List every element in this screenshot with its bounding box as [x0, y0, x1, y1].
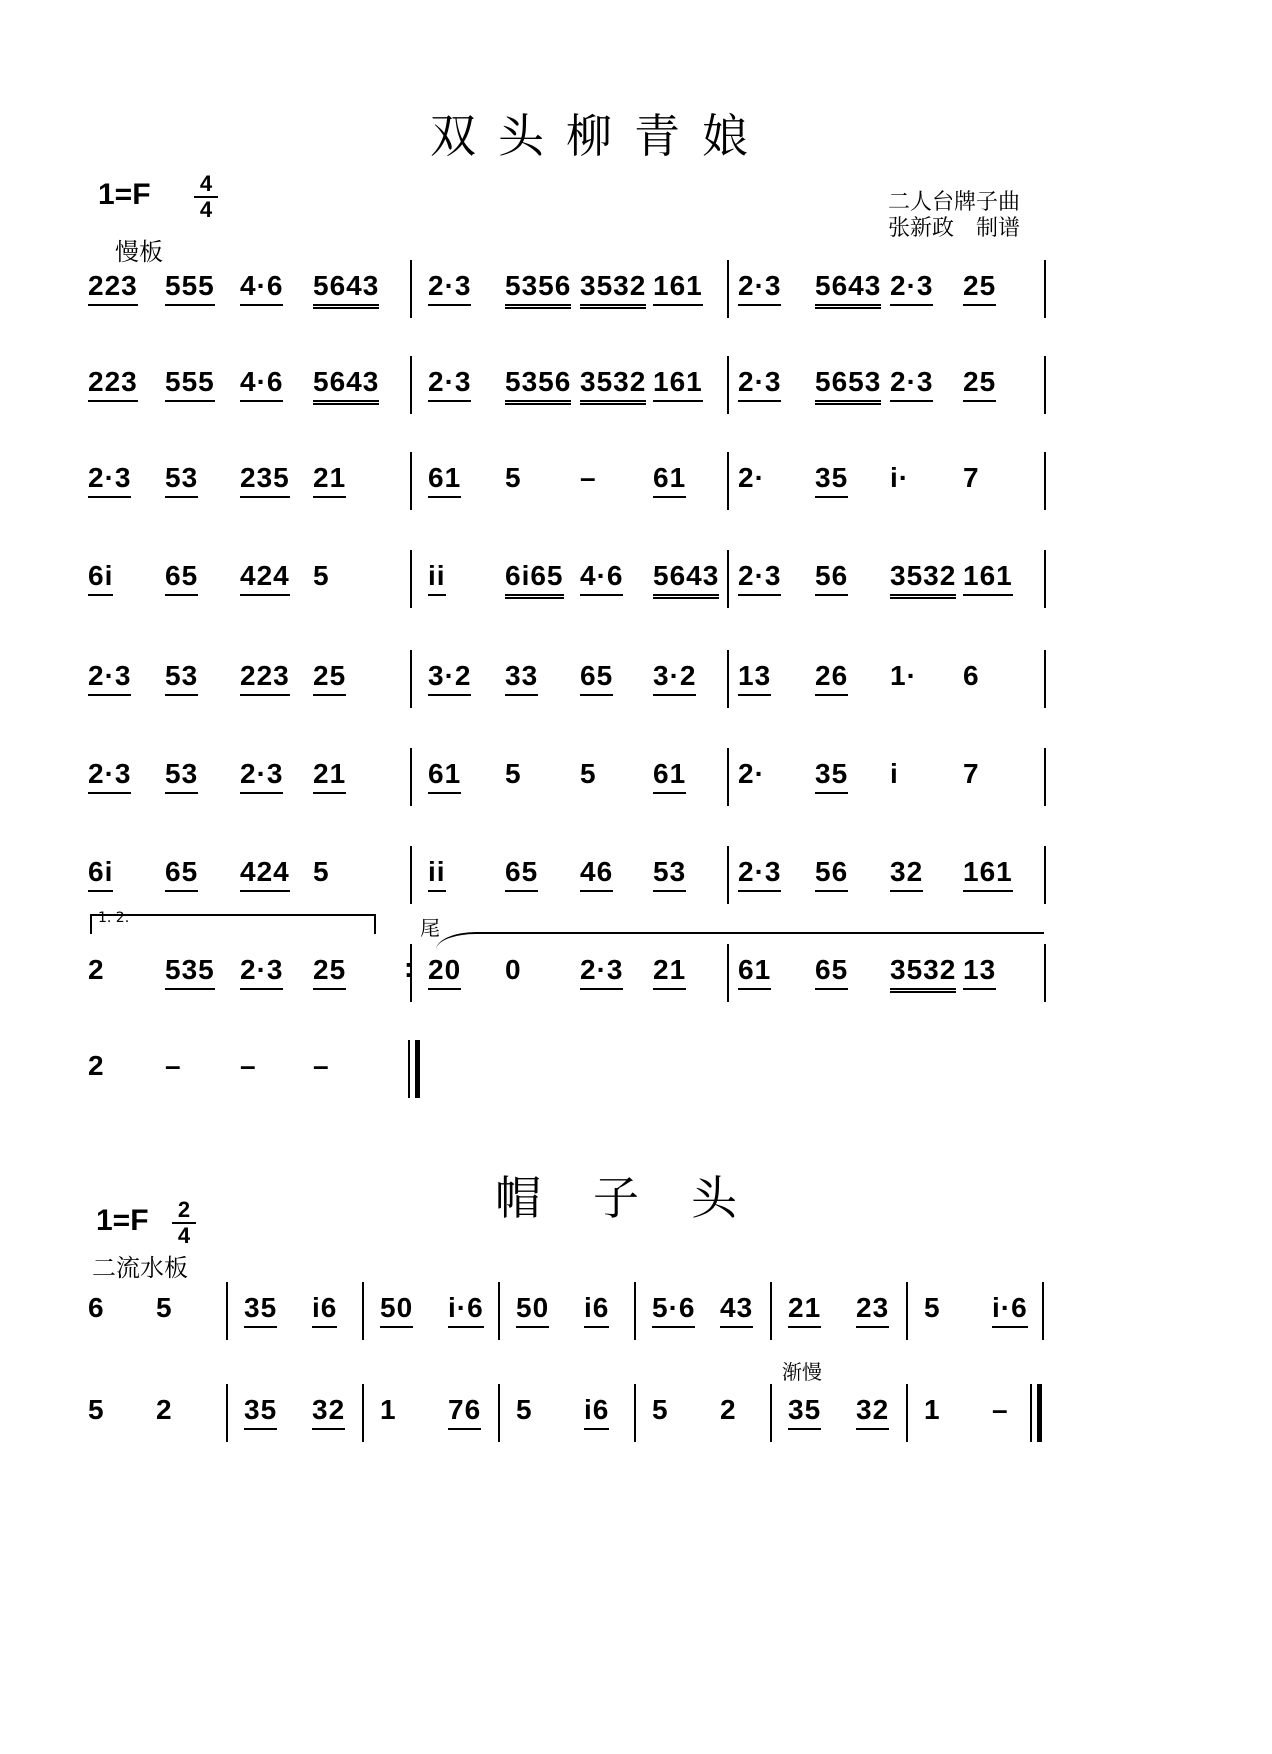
- barline: [362, 1282, 364, 1340]
- repeat-sign: :: [404, 952, 414, 983]
- note-group: 46: [580, 856, 613, 892]
- piece1-credit-arranger: 张新政 制谱: [888, 216, 1021, 241]
- note-group: 555: [165, 270, 215, 306]
- piece2-time-denominator: 4: [177, 1223, 191, 1248]
- note-group: 7: [963, 758, 980, 789]
- note-group: i6: [584, 1292, 609, 1328]
- note-group: 2: [88, 1050, 105, 1081]
- note-group: 3532: [890, 560, 956, 599]
- barline: [727, 944, 729, 1002]
- note-group: –: [313, 1050, 330, 1081]
- note-group: 53: [653, 856, 686, 892]
- note-group: 2·3: [580, 954, 623, 990]
- barline: [1044, 846, 1046, 904]
- note-group: 65: [165, 560, 198, 596]
- piece1-time-denominator: 4: [199, 197, 213, 222]
- note-group: 2·3: [240, 954, 283, 990]
- note-group: 2·3: [890, 270, 933, 306]
- note-group: i·: [890, 462, 910, 493]
- note-group: 5: [652, 1394, 669, 1425]
- note-group: 5643: [313, 270, 379, 309]
- note-group: 53: [165, 660, 198, 696]
- note-group: 53: [165, 758, 198, 794]
- note-group: 61: [428, 462, 461, 498]
- note-group: 1·: [890, 660, 917, 691]
- note-group: 5: [505, 462, 522, 493]
- note-group: 5643: [313, 366, 379, 405]
- barline: [727, 550, 729, 608]
- note-group: 223: [88, 366, 138, 402]
- note-group: 2·3: [738, 366, 781, 402]
- note-group: 5: [516, 1394, 533, 1425]
- barline: [226, 1384, 228, 1442]
- note-group: 2·3: [88, 660, 131, 696]
- coda-label: 尾: [420, 916, 440, 940]
- piece1-staff-row: [0, 954, 1272, 1034]
- note-group: 5: [156, 1292, 173, 1323]
- note-group: 6: [88, 1292, 105, 1323]
- note-group: i·6: [992, 1292, 1028, 1328]
- note-group: 5: [88, 1394, 105, 1425]
- note-group: 21: [653, 954, 686, 990]
- note-group: 5: [580, 758, 597, 789]
- note-group: 2·: [738, 758, 765, 789]
- note-group: 3532: [580, 270, 646, 309]
- barline: [727, 452, 729, 510]
- note-group: 161: [653, 270, 703, 306]
- note-group: 4·6: [240, 270, 283, 306]
- barline: [1042, 1282, 1044, 1340]
- note-group: 61: [653, 462, 686, 498]
- piece2-title: 帽子头: [495, 1171, 789, 1225]
- barline: [498, 1282, 500, 1340]
- barline: [410, 356, 412, 414]
- note-group: 21: [788, 1292, 821, 1328]
- note-group: 1: [924, 1394, 941, 1425]
- note-group: 161: [963, 856, 1013, 892]
- note-group: 2·3: [88, 758, 131, 794]
- note-group: 32: [890, 856, 923, 892]
- note-group: 6i: [88, 856, 113, 892]
- note-group: 4·6: [580, 560, 623, 596]
- note-group: 2: [156, 1394, 173, 1425]
- note-group: 424: [240, 560, 290, 596]
- note-group: ii: [428, 560, 446, 596]
- volta-label: 1. 2.: [98, 910, 130, 926]
- volta-bracket: [90, 914, 376, 934]
- barline: [770, 1384, 772, 1442]
- note-group: –: [240, 1050, 257, 1081]
- note-group: i·6: [448, 1292, 484, 1328]
- note-group: 5·6: [652, 1292, 695, 1328]
- note-group: 161: [653, 366, 703, 402]
- note-group: 6: [963, 660, 980, 691]
- note-group: 20: [428, 954, 461, 990]
- barline: [410, 846, 412, 904]
- note-group: 50: [380, 1292, 413, 1328]
- note-group: 2·3: [738, 856, 781, 892]
- barline: [906, 1282, 908, 1340]
- barline: [1044, 550, 1046, 608]
- piece1-staff-row: [0, 270, 1272, 350]
- final-barline: [408, 1040, 420, 1098]
- piece1-staff-row: [0, 462, 1272, 542]
- note-group: 2·3: [428, 366, 471, 402]
- note-group: 2·3: [88, 462, 131, 498]
- piece1-staff-row: [0, 366, 1272, 446]
- note-group: 5: [313, 560, 330, 591]
- note-group: 6i65: [505, 560, 564, 599]
- note-group: –: [580, 462, 597, 493]
- barline: [226, 1282, 228, 1340]
- final-barline: [1030, 1384, 1042, 1442]
- note-group: 161: [963, 560, 1013, 596]
- piece1-staff-row: [0, 758, 1272, 838]
- note-group: 235: [240, 462, 290, 498]
- note-group: –: [992, 1394, 1009, 1425]
- note-group: 5643: [653, 560, 719, 599]
- barline: [1044, 748, 1046, 806]
- piece2-staff-row: [0, 1292, 1272, 1372]
- note-group: 61: [653, 758, 686, 794]
- note-group: 56: [815, 856, 848, 892]
- note-group: 13: [738, 660, 771, 696]
- note-group: 25: [963, 366, 996, 402]
- barline: [727, 748, 729, 806]
- note-group: 61: [738, 954, 771, 990]
- note-group: 0: [505, 954, 522, 985]
- note-group: 21: [313, 462, 346, 498]
- note-group: 25: [313, 954, 346, 990]
- note-group: 2·3: [738, 270, 781, 306]
- barline: [1044, 944, 1046, 1002]
- piece1-credit: [888, 190, 1020, 242]
- note-group: 2·: [738, 462, 765, 493]
- note-group: 223: [240, 660, 290, 696]
- barline: [1044, 650, 1046, 708]
- piece1-staff-row: [0, 660, 1272, 740]
- note-group: 76: [448, 1394, 481, 1430]
- note-group: 35: [244, 1292, 277, 1328]
- piece1-tempo: 慢板: [115, 238, 163, 266]
- note-group: 25: [313, 660, 346, 696]
- piece1-key-signature: 1=F: [98, 178, 151, 211]
- note-group: 33: [505, 660, 538, 696]
- note-group: 65: [580, 660, 613, 696]
- note-group: i6: [312, 1292, 337, 1328]
- note-group: 35: [244, 1394, 277, 1430]
- note-group: 65: [165, 856, 198, 892]
- barline: [1044, 356, 1046, 414]
- note-group: 61: [428, 758, 461, 794]
- note-group: 3·2: [428, 660, 471, 696]
- note-group: 35: [815, 758, 848, 794]
- note-group: 50: [516, 1292, 549, 1328]
- note-group: 1: [380, 1394, 397, 1425]
- note-group: 13: [963, 954, 996, 990]
- note-group: 35: [815, 462, 848, 498]
- note-group: 25: [963, 270, 996, 306]
- barline: [727, 356, 729, 414]
- note-group: –: [165, 1050, 182, 1081]
- barline: [410, 748, 412, 806]
- note-group: 2·3: [428, 270, 471, 306]
- piece1-staff-row: [0, 560, 1272, 640]
- note-group: 35: [788, 1394, 821, 1430]
- piece2-ritard-marking: 渐慢: [782, 1360, 822, 1384]
- note-group: 2: [720, 1394, 737, 1425]
- piece1-staff-row: [0, 1050, 1272, 1130]
- piece2-tempo: 二流水板: [92, 1254, 188, 1282]
- note-group: 43: [720, 1292, 753, 1328]
- barline: [362, 1384, 364, 1442]
- note-group: 56: [815, 560, 848, 596]
- note-group: 2·3: [890, 366, 933, 402]
- note-group: 5643: [815, 270, 881, 309]
- note-group: 3·2: [653, 660, 696, 696]
- note-group: 555: [165, 366, 215, 402]
- note-group: 3532: [890, 954, 956, 993]
- note-group: 5: [924, 1292, 941, 1323]
- barline: [410, 452, 412, 510]
- note-group: 65: [815, 954, 848, 990]
- note-group: 5356: [505, 366, 571, 405]
- piece1-title: 双头柳青娘: [430, 109, 770, 163]
- piece1-time-signature: [194, 172, 218, 222]
- note-group: 223: [88, 270, 138, 306]
- barline: [498, 1384, 500, 1442]
- piece2-time-signature: [172, 1198, 196, 1248]
- barline: [1044, 452, 1046, 510]
- note-group: 21: [313, 758, 346, 794]
- note-group: 5356: [505, 270, 571, 309]
- note-group: 535: [165, 954, 215, 990]
- note-group: 5653: [815, 366, 881, 405]
- note-group: ii: [428, 856, 446, 892]
- barline: [727, 260, 729, 318]
- barline: [634, 1282, 636, 1340]
- note-group: 5: [505, 758, 522, 789]
- piece2-time-numerator: 2: [172, 1198, 196, 1224]
- piece1-time-numerator: 4: [194, 172, 218, 198]
- barline: [770, 1282, 772, 1340]
- note-group: 424: [240, 856, 290, 892]
- barline: [410, 550, 412, 608]
- piece1-credit-genre: 二人台牌子曲: [888, 190, 1021, 215]
- note-group: i6: [584, 1394, 609, 1430]
- note-group: 32: [312, 1394, 345, 1430]
- note-group: 26: [815, 660, 848, 696]
- note-group: i: [890, 758, 899, 789]
- note-group: 3532: [580, 366, 646, 405]
- note-group: 6i: [88, 560, 113, 596]
- note-group: 32: [856, 1394, 889, 1430]
- note-group: 65: [505, 856, 538, 892]
- note-group: 53: [165, 462, 198, 498]
- note-group: 2·3: [738, 560, 781, 596]
- note-group: 2: [88, 954, 105, 985]
- tie-curve: [436, 932, 1044, 952]
- note-group: 2·3: [240, 758, 283, 794]
- barline: [410, 650, 412, 708]
- piece2-key-signature: 1=F: [96, 1204, 149, 1237]
- barline: [410, 260, 412, 318]
- note-group: 4·6: [240, 366, 283, 402]
- barline: [1044, 260, 1046, 318]
- note-group: 5: [313, 856, 330, 887]
- barline: [727, 846, 729, 904]
- barline: [906, 1384, 908, 1442]
- note-group: 23: [856, 1292, 889, 1328]
- note-group: 7: [963, 462, 980, 493]
- barline: [727, 650, 729, 708]
- piece2-staff-row: [0, 1394, 1272, 1474]
- barline: [634, 1384, 636, 1442]
